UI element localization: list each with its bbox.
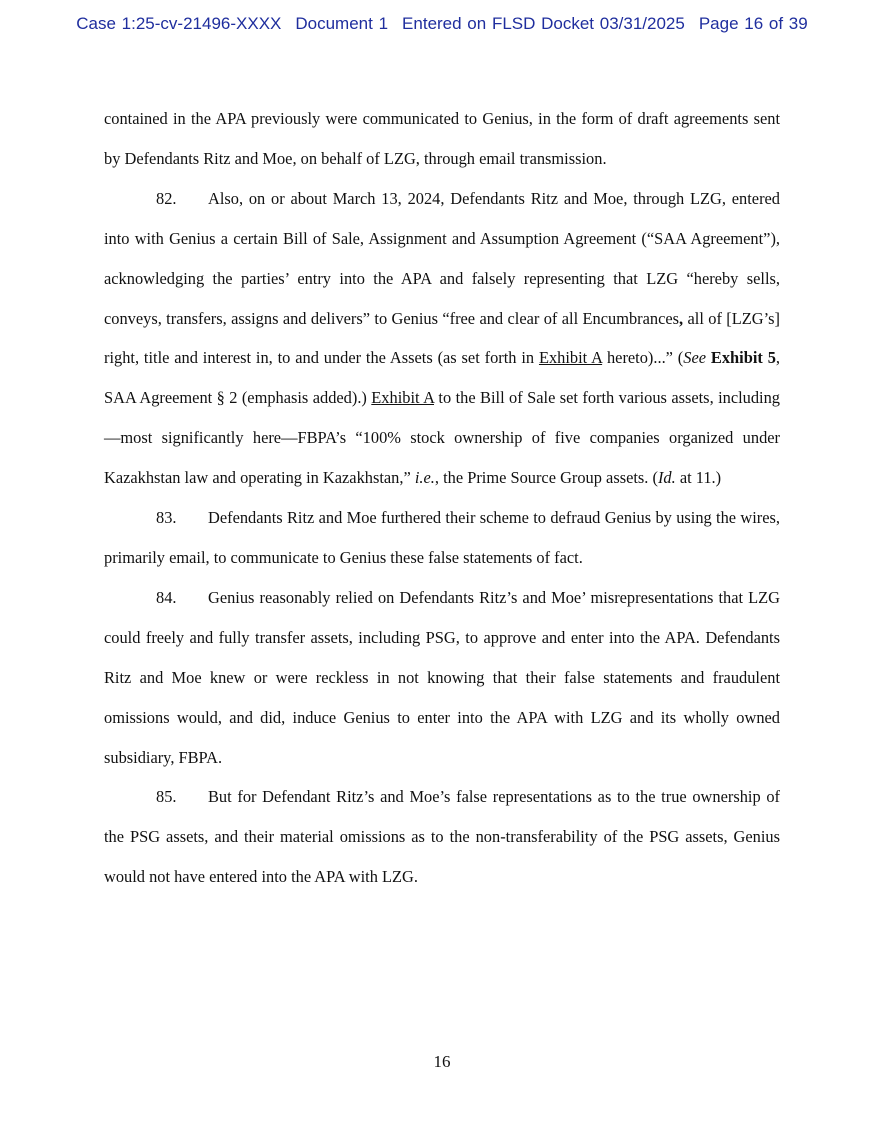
paragraph-text: Genius reasonably relied on Defendants Ritz’s and Moe’ misrepresentations that LZG could freely and fully transfer assets, including PSG, to approve and enter into the APA. Defendants Ritz and Moe knew or were reckless in not knowing that their false statements and fraudulent omissions would, and did, induce Genius to enter into the APA with LZG and its wholly owned subsidiary, FBPA.	[104, 587, 780, 767]
paragraph-text: But for Defendant Ritz’s and Moe’s false representations as to the true ownership of the PSG assets, and their material omissions as to the non-transferability of the PSG assets, Genius would not have entered into the APA with LZG.	[104, 787, 780, 887]
exhibit-a-reference: Exhibit A	[538, 348, 603, 368]
text-segment: Also, on or about March 13, 2024, Defendants Ritz and Moe, through LZG, entered into with Genius a certain Bill of Sale, Assignment and Assumption Agreement (“SAA Agreement”), acknowledging the parties’ entry into the APA and falsely representing that LZG “hereby sells, conveys, transfers, assigns and delivers” to Genius “free and clear of all Encumbrances	[104, 188, 780, 328]
text-segment: hereto)...” (	[602, 348, 684, 368]
ie-abbreviation: i.e.	[414, 468, 435, 488]
text-segment: at 11.)	[675, 468, 722, 488]
exhibit-a-reference: Exhibit A	[371, 388, 435, 408]
document-number: Document 1	[295, 14, 389, 33]
see-signal: See	[683, 348, 707, 368]
bold-comma: ,	[679, 308, 684, 328]
paragraph-83	[104, 498, 780, 578]
page-indicator: Page 16 of 39	[698, 14, 808, 33]
case-number: Case 1:25-cv-21496-XXXX	[76, 14, 282, 33]
paragraph-number: 85.	[156, 787, 177, 807]
paragraph-85	[104, 777, 780, 897]
document-body	[104, 99, 780, 897]
text-segment: to the Bill of Sale set forth various assets, including—most significantly here—FBPA’s “100% stock ownership of five companies organized under Kazakhstan law and operating in Kazakhstan,”	[104, 388, 780, 488]
paragraph-84	[104, 578, 780, 778]
paragraph-number: 82.	[156, 188, 177, 208]
id-citation: Id.	[657, 468, 676, 488]
exhibit-5-reference: Exhibit 5	[710, 348, 776, 368]
paragraph-text: Defendants Ritz and Moe furthered their scheme to defraud Genius by using the wires, primarily email, to communicate to Genius these false statements of fact.	[104, 508, 780, 567]
entered-date: Entered on FLSD Docket 03/31/2025	[402, 14, 685, 33]
docket-header	[0, 14, 884, 34]
text-segment: , the Prime Source Group assets. (	[434, 468, 658, 488]
paragraph-number: 84.	[156, 587, 177, 607]
text-segment: , SAA Agreement § 2 (emphasis added).)	[104, 348, 780, 408]
text-segment: all of [LZG’s] right, title and interest in, to and under the Assets (as set forth in	[104, 308, 780, 368]
continuation-paragraph: contained in the APA previously were communicated to Genius, in the form of draft agreements sent by Defendants Ritz and Moe, on behalf of LZG, through email transmission.	[104, 109, 780, 168]
paragraph-number: 83.	[156, 508, 177, 528]
paragraph-82	[104, 179, 780, 498]
page-number: 16	[433, 1052, 451, 1071]
